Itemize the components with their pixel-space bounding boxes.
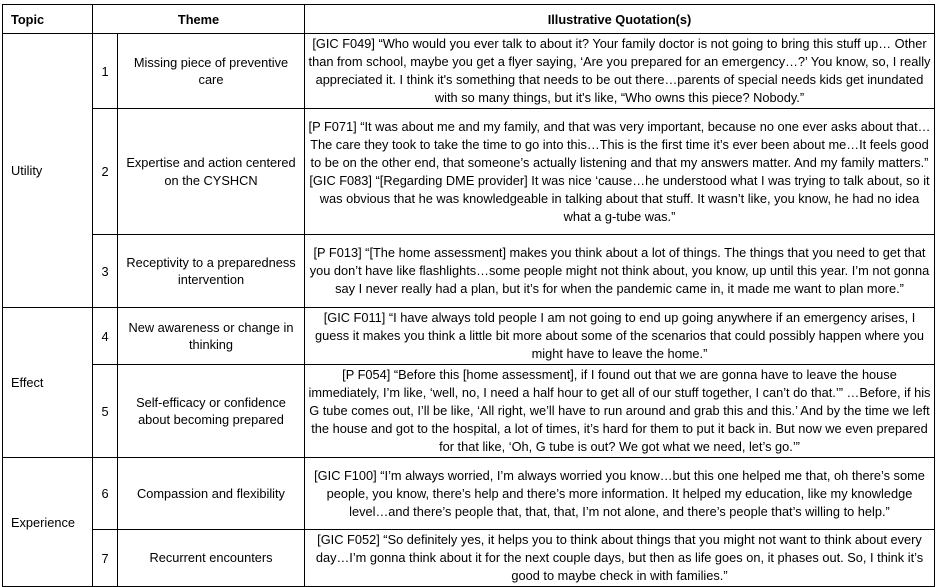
quotation-cell bbox=[305, 530, 935, 587]
table-row bbox=[3, 530, 935, 587]
header-row bbox=[3, 5, 935, 34]
theme-number: 3 bbox=[93, 235, 118, 308]
theme-label: New awareness or change in thinking bbox=[118, 308, 305, 365]
table-row bbox=[3, 458, 935, 530]
theme-number: 2 bbox=[93, 109, 118, 235]
theme-label: Self-efficacy or confidence about becoming prepared bbox=[118, 365, 305, 458]
theme-label: Compassion and flexibility bbox=[118, 458, 305, 530]
theme-number: 7 bbox=[93, 530, 118, 587]
topic-header: Topic bbox=[3, 5, 93, 34]
table-row bbox=[3, 235, 935, 308]
quotation-text: [P F054] “Before this [home assessment], if I found out that we are gonna have to leave the house immediately, I’m like, ‘well, no, I need a half hour to get all of our stuff together, I can’t do that.’” …Before, if his G tube comes out, I’ll be like, ‘All right, we’ll have to run around and grab this and this.’ And by the time we left the house and got to the hospital, a lot of times, it’s hard for them to put it back in. But now we even prepared for that like, ‘Oh, G tube is out? We got what we need, let’s go.’” bbox=[308, 367, 931, 454]
theme-label: Receptivity to a preparedness intervention bbox=[118, 235, 305, 308]
topic-effect: Effect bbox=[3, 308, 93, 458]
quotation-text: [GIC F052] “So definitely yes, it helps you to think about things that you might not want to think about every day…I’m gonna think about it for the next couple days, but then as life goes on, it phases out. So, I think it’s good to maybe check in with families.” bbox=[315, 532, 924, 583]
theme-number: 1 bbox=[93, 34, 118, 109]
theme-number: 6 bbox=[93, 458, 118, 530]
quotation-text: [P F013] “[The home assessment] makes you think about a lot of things. The things that you need to get that you don’t have like flashlights…some people might not think about, you know, up until this year. I’m not gonna say I never really had a plan, but it’s for when the pandemic came in, it made me want to plan more.” bbox=[309, 245, 930, 296]
theme-label: Missing piece of preventive care bbox=[118, 34, 305, 109]
theme-header: Theme bbox=[93, 5, 305, 34]
quotations-table bbox=[2, 4, 935, 587]
quotation-cell bbox=[305, 109, 935, 235]
quotation-cell bbox=[305, 308, 935, 365]
quotation-text: [GIC F100] “I’m always worried, I’m always worried you know…but this one helped me that, oh there’s some people, you know, there’s help and there’s more information. It helped my education, like my knowledge level…and there’s people that, that, that, I’m not alone, and there’s people that’s willing to help.” bbox=[314, 467, 925, 519]
theme-label: Recurrent encounters bbox=[118, 530, 305, 587]
quotation-text: [GIC F011] “I have always told people I am not going to end up going anywhere if an emergency arises, I guess it makes you think a little bit more about some of the scenarios that could possibly happen where you might have to leave the home.” bbox=[315, 310, 924, 361]
theme-number: 4 bbox=[93, 308, 118, 365]
quotation-cell bbox=[305, 458, 935, 530]
quotation-header: Illustrative Quotation(s) bbox=[305, 5, 935, 34]
quotation-cell bbox=[305, 34, 935, 109]
quotation-cell bbox=[305, 235, 935, 308]
theme-label: Expertise and action centered on the CYSHCN bbox=[118, 109, 305, 235]
topic-utility: Utility bbox=[3, 34, 93, 308]
table-row bbox=[3, 365, 935, 458]
quotation-text: [P F071] “It was about me and my family, and that was very important, because no one ever asks about that…The care they took to take the time to go into this…This is the first time it’s ever been about me…It feels good to be on the other end, that someone’s actually listening and that my answers matter. And my family matters.” bbox=[308, 118, 931, 170]
table-row bbox=[3, 308, 935, 365]
quotation-text: [GIC F083] “[Regarding DME provider] It was nice ‘cause…he understood what I was trying to talk about, so it was obvious that he was knowledgeable in talking about that stuff. It wasn’t like, you know, he had no idea what a g-tube was.” bbox=[309, 172, 930, 224]
topic-experience: Experience bbox=[3, 458, 93, 587]
quotation-text: [GIC F049] “Who would you ever talk to about it? Your family doctor is not going to bring this stuff up… Other than from school, maybe you get a flyer saying, ‘Are you prepared for an emergency…?’ You know, so, I really appreciated it. I think it's something that needs to be out there…parents of special needs kids get inundated with so many things, but it's like, “Who owns this piece? Nobody.” bbox=[308, 36, 931, 105]
quotation-cell bbox=[305, 365, 935, 458]
theme-number: 5 bbox=[93, 365, 118, 458]
table-row bbox=[3, 34, 935, 109]
table-row bbox=[3, 109, 935, 235]
